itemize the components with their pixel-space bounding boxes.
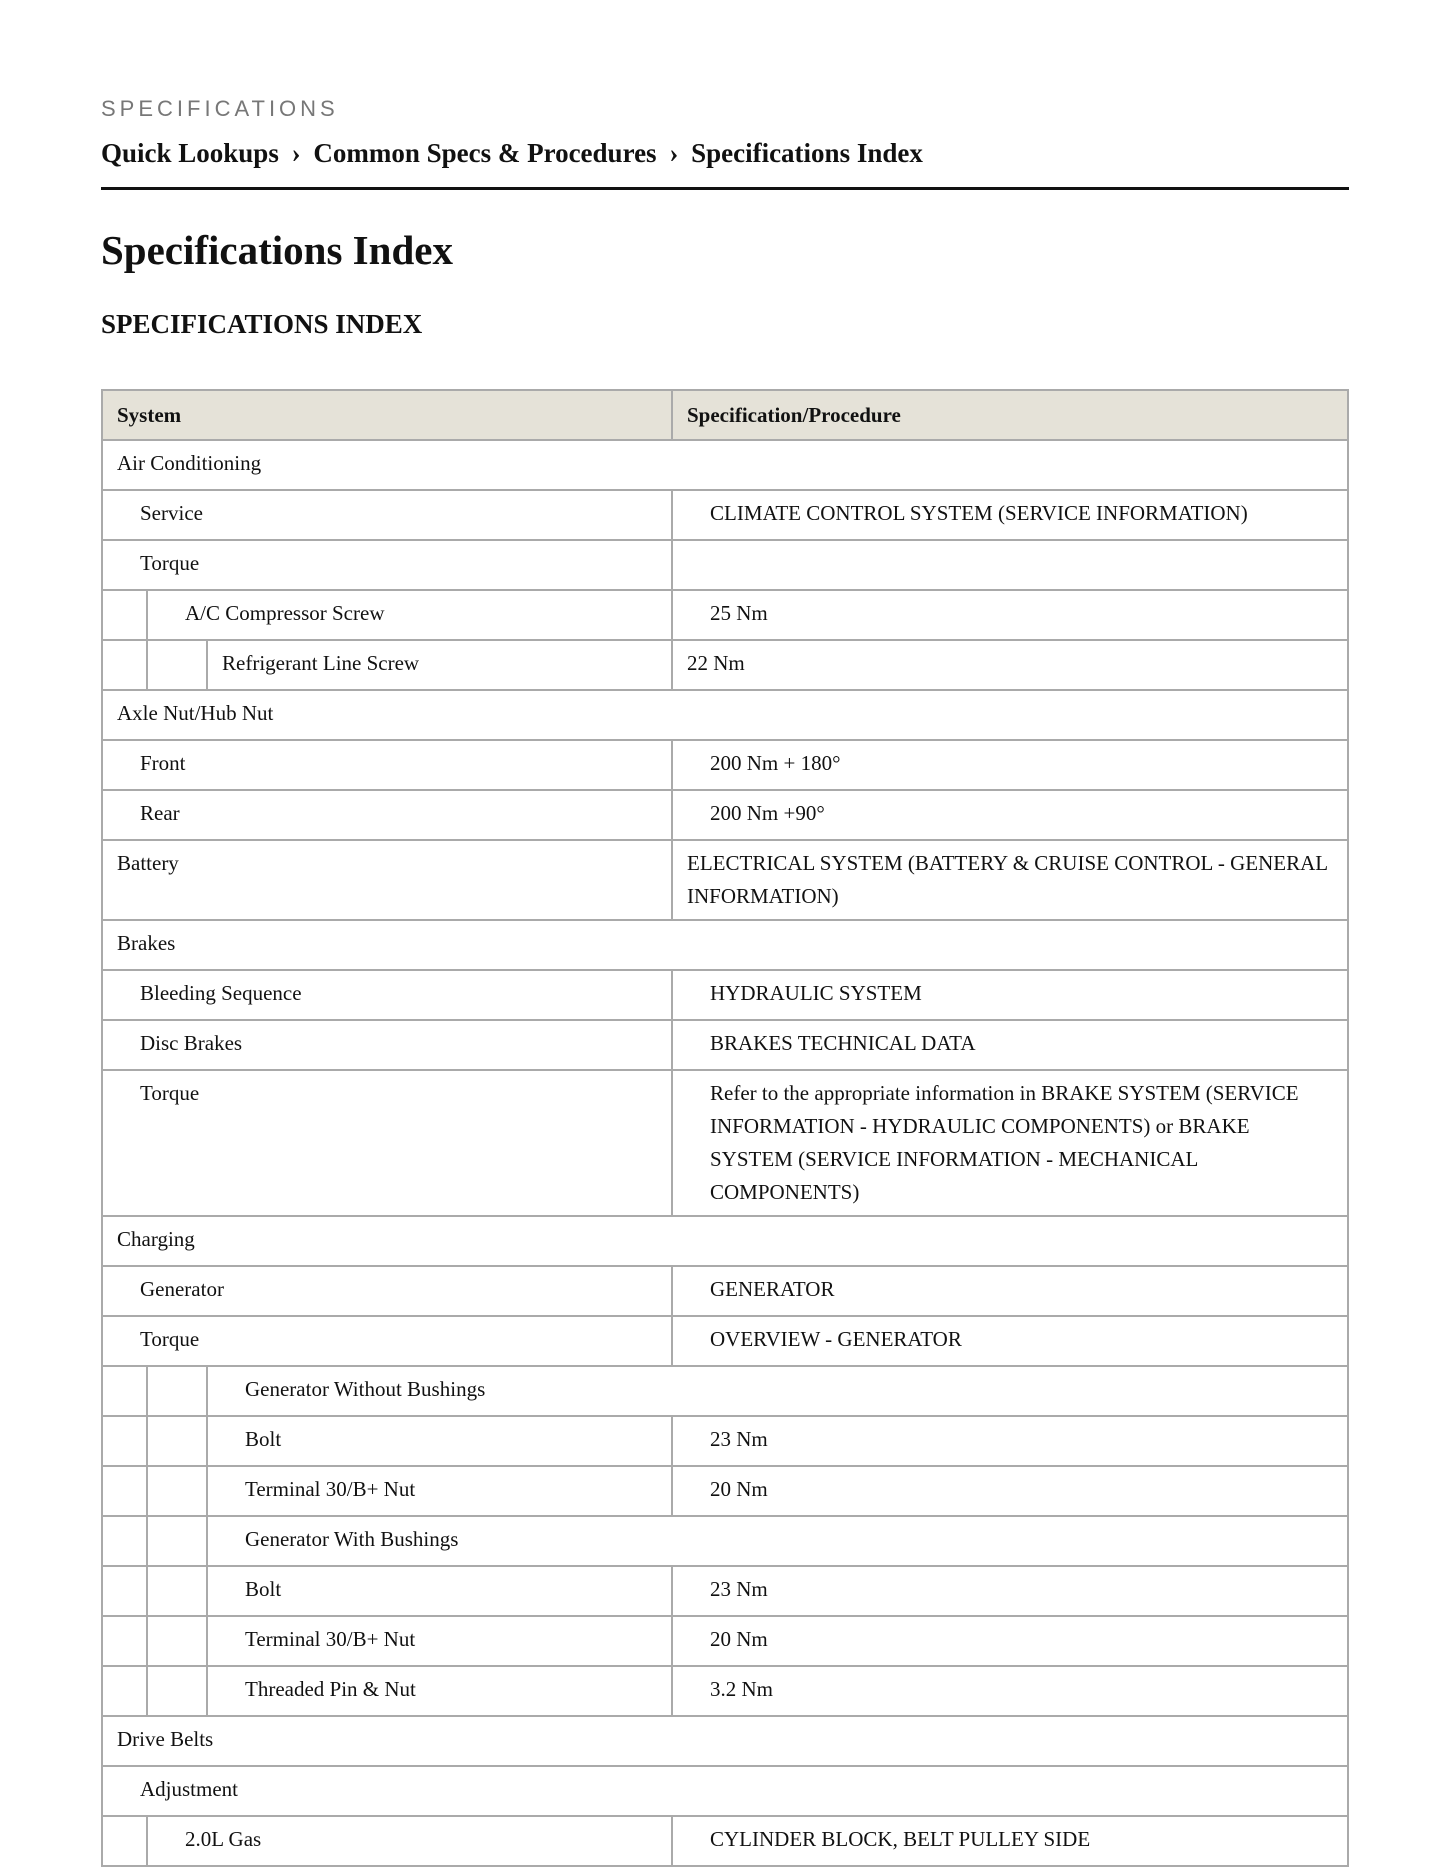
- column-header-system: System: [102, 390, 672, 440]
- row-label-cell: [102, 1416, 672, 1466]
- table-row: [102, 1020, 1348, 1070]
- row-value: Refer to the appropriate information in BRAKE SYSTEM (SERVICE INFORMATION - HYDRAULIC COMPONENTS) or BRAKE SYSTEM (SERVICE INFORMATION - MECHANICAL COMPONENTS): [672, 1070, 1348, 1216]
- row-value-link[interactable]: OVERVIEW - GENERATOR: [672, 1316, 1348, 1366]
- breadcrumb-item-quick-lookups[interactable]: Quick Lookups: [101, 138, 279, 168]
- indent-gutter: [148, 1667, 208, 1715]
- table-row: [102, 540, 1348, 590]
- indent-gutter: [148, 1517, 208, 1565]
- row-label: Charging: [102, 1216, 1348, 1266]
- row-label: Front: [102, 740, 672, 790]
- row-value-link[interactable]: HYDRAULIC SYSTEM: [672, 970, 1348, 1020]
- row-value: 3.2 Nm: [672, 1666, 1348, 1716]
- row-label: Torque: [102, 1070, 672, 1216]
- indent-gutter: [148, 1567, 208, 1615]
- row-label: Torque: [102, 540, 672, 590]
- table-row: [102, 1266, 1348, 1316]
- row-label: Terminal 30/B+ Nut: [245, 1627, 416, 1651]
- table-header-row: [102, 390, 1348, 440]
- indent-gutter: [103, 1517, 148, 1565]
- row-label: Generator Without Bushings: [245, 1377, 486, 1401]
- indent-gutter: [103, 1817, 148, 1865]
- row-label: A/C Compressor Screw: [185, 601, 385, 625]
- row-label-cell: [102, 1566, 672, 1616]
- indent-gutter: [103, 1617, 148, 1665]
- row-label: Generator: [102, 1266, 672, 1316]
- specifications-table: [101, 389, 1349, 1867]
- row-value: 23 Nm: [672, 1416, 1348, 1466]
- table-row: [102, 640, 1348, 690]
- row-label: Refrigerant Line Screw: [222, 651, 420, 675]
- table-row: [102, 1516, 1348, 1566]
- row-label-cell: [102, 1816, 672, 1866]
- row-label: Air Conditioning: [102, 440, 1348, 490]
- row-value: 200 Nm +90°: [672, 790, 1348, 840]
- table-row: [102, 840, 1348, 920]
- breadcrumb: [101, 138, 923, 169]
- row-value: 20 Nm: [672, 1616, 1348, 1666]
- section-label: SPECIFICATIONS: [101, 96, 339, 121]
- table-row: [102, 920, 1348, 970]
- indent-gutter: [148, 1467, 208, 1515]
- breadcrumb-separator: ›: [669, 138, 679, 168]
- indent-gutter: [103, 591, 148, 639]
- row-label: Drive Belts: [102, 1716, 1348, 1766]
- row-value: [672, 540, 1348, 590]
- row-label-cell: [102, 1366, 1348, 1416]
- indent-gutter: [103, 1367, 148, 1415]
- row-label: Axle Nut/Hub Nut: [102, 690, 1348, 740]
- row-label-cell: [102, 1666, 672, 1716]
- row-label-cell: [102, 1616, 672, 1666]
- indent-gutter: [103, 1567, 148, 1615]
- row-value: 200 Nm + 180°: [672, 740, 1348, 790]
- row-value: 25 Nm: [672, 590, 1348, 640]
- header-divider: [101, 187, 1349, 190]
- row-value: 23 Nm: [672, 1566, 1348, 1616]
- indent-gutter: [103, 1467, 148, 1515]
- row-value-link[interactable]: CYLINDER BLOCK, BELT PULLEY SIDE: [672, 1816, 1348, 1866]
- breadcrumb-separator: ›: [291, 138, 301, 168]
- row-value-link[interactable]: GENERATOR: [672, 1266, 1348, 1316]
- row-value: 22 Nm: [672, 640, 1348, 690]
- row-label-cell: [102, 1516, 1348, 1566]
- table-row: [102, 1566, 1348, 1616]
- row-value: 20 Nm: [672, 1466, 1348, 1516]
- page-subtitle: SPECIFICATIONS INDEX: [101, 309, 423, 339]
- row-label: Bolt: [245, 1577, 282, 1601]
- breadcrumb-item-specifications-index: Specifications Index: [691, 138, 923, 168]
- page-title: Specifications Index: [101, 227, 453, 273]
- row-label-cell: [102, 1466, 672, 1516]
- table-row: [102, 690, 1348, 740]
- indent-gutter: [148, 641, 208, 689]
- table-row: [102, 590, 1348, 640]
- indent-gutter: [103, 641, 148, 689]
- row-value-link[interactable]: BRAKES TECHNICAL DATA: [672, 1020, 1348, 1070]
- row-value-link[interactable]: ELECTRICAL SYSTEM (BATTERY & CRUISE CONTROL - GENERAL INFORMATION): [672, 840, 1348, 920]
- breadcrumb-item-common-specs[interactable]: Common Specs & Procedures: [313, 138, 657, 168]
- row-label: Threaded Pin & Nut: [245, 1677, 416, 1701]
- indent-gutter: [103, 1667, 148, 1715]
- row-label: Battery: [102, 840, 672, 920]
- row-label-cell: [102, 640, 672, 690]
- table-row: [102, 1666, 1348, 1716]
- row-label: Adjustment: [102, 1766, 1348, 1816]
- table-row: [102, 790, 1348, 840]
- row-label: 2.0L Gas: [185, 1827, 262, 1851]
- row-label-cell: [102, 590, 672, 640]
- table-row: [102, 1716, 1348, 1766]
- row-label: Terminal 30/B+ Nut: [245, 1477, 416, 1501]
- row-label: Disc Brakes: [102, 1020, 672, 1070]
- table-row: [102, 1766, 1348, 1816]
- indent-gutter: [103, 1417, 148, 1465]
- indent-gutter: [148, 1367, 208, 1415]
- column-header-specification: Specification/Procedure: [672, 390, 1348, 440]
- row-label: Brakes: [102, 920, 1348, 970]
- row-label: Bolt: [245, 1427, 282, 1451]
- row-value-link[interactable]: CLIMATE CONTROL SYSTEM (SERVICE INFORMATION): [672, 490, 1348, 540]
- table-row: [102, 1070, 1348, 1216]
- table-row: [102, 1816, 1348, 1866]
- table-row: [102, 1216, 1348, 1266]
- table-row: [102, 1616, 1348, 1666]
- row-label: Bleeding Sequence: [102, 970, 672, 1020]
- table-row: [102, 1366, 1348, 1416]
- indent-gutter: [148, 1617, 208, 1665]
- row-label: Torque: [102, 1316, 672, 1366]
- table-row: [102, 1466, 1348, 1516]
- row-label: Generator With Bushings: [245, 1527, 459, 1551]
- row-label: Service: [102, 490, 672, 540]
- table-row: [102, 490, 1348, 540]
- table-row: [102, 740, 1348, 790]
- table-row: [102, 1316, 1348, 1366]
- indent-gutter: [148, 1417, 208, 1465]
- table-row: [102, 440, 1348, 490]
- table-row: [102, 970, 1348, 1020]
- table-row: [102, 1416, 1348, 1466]
- row-label: Rear: [102, 790, 672, 840]
